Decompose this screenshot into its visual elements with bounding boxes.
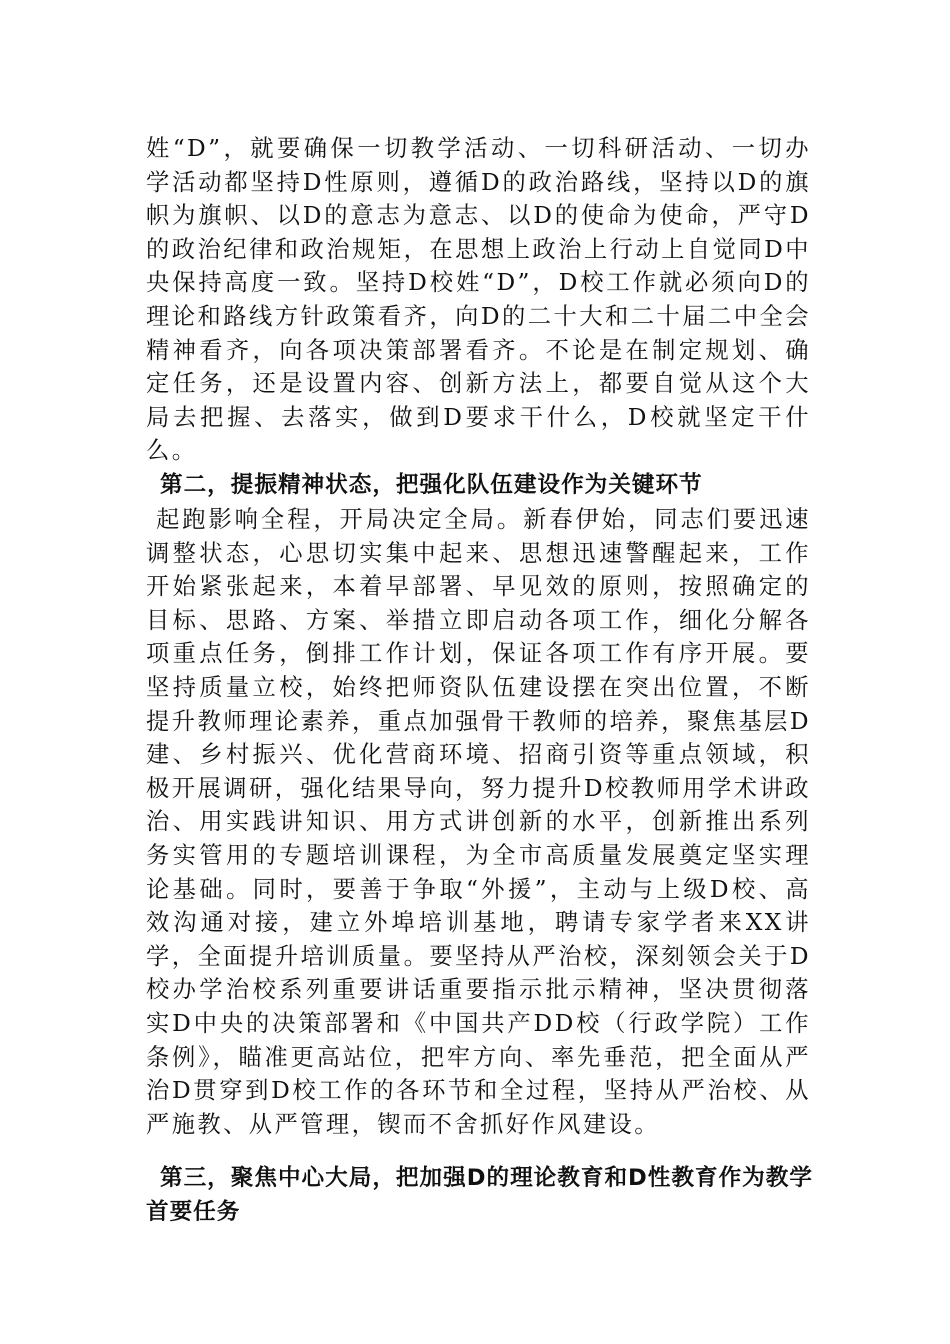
paragraph-block	[146, 503, 811, 1141]
section-heading-block	[146, 1162, 826, 1229]
section-heading-2: 第二，提振精神状态，把强化队伍建设作为关键环节	[160, 472, 703, 498]
paragraph-block	[146, 132, 811, 468]
section-heading-block	[146, 469, 826, 503]
section-heading-3: 第三，聚焦中心大局，把加强D的理论教育和D性教育作为教学首要任务	[146, 1165, 813, 1225]
paragraph-1: 姓“D”，就要确保一切教学活动、一切科研活动、一切办学活动都坚持D性原则，遵循D的政治路线，坚持以D的旗帜为旗帜、以D的意志为意志、以D的使命为使命，严守D的政治纪律和政治规矩，在思想上政治上行动上自觉同D中央保持高度一致。坚持D校姓“D”，D校工作就必须向D的理论和路线方针政策看齐，向D的二十大和二十届二中全会精神看齐，向各项决策部署看齐。不论是在制定规划、确定任务，还是设置内容、创新方法上，都要自觉从这个大局去把握、去落实，做到D要求干什么，D校就坚定干什么。	[146, 135, 811, 465]
paragraph-2: 起跑影响全程，开局决定全局。新春伊始，同志们要迅速调整状态，心思切实集中起来、思想迅速警醒起来，工作开始紧张起来，本着早部署、早见效的原则，按照确定的目标、思路、方案、举措立即启动各项工作，细化分解各项重点任务，倒排工作计划，保证各项工作有序开展。要坚持质量立校，始终把师资队伍建设摆在突出位置，不断提升教师理论素养，重点加强骨干教师的培养，聚焦基层D建、乡村振兴、优化营商环境、招商引资等重点领域，积极开展调研，强化结果导向，努力提升D校教师用学术讲政治、用实践讲知识、用方式讲创新的水平，创新推出系列务实管用的专题培训课程，为全市高质量发展奠定坚实理论基础。同时，要善于争取“外援”，主动与上级D校、高效沟通对接，建立外埠培训基地，聘请专家学者来XX讲学，全面提升培训质量。要坚持从严治校，深刻领会关于D校办学治校系列重要讲话重要指示批示精神，坚决贯彻落实D中央的决策部署和《中国共产DD校（行政学院）工作条例》，瞄准更高站位，把牢方向、率先垂范，把全面从严治D贯穿到D校工作的各环节和全过程，坚持从严治校、从严施教、从严管理，锲而不舍抓好作风建设。	[146, 506, 811, 1138]
